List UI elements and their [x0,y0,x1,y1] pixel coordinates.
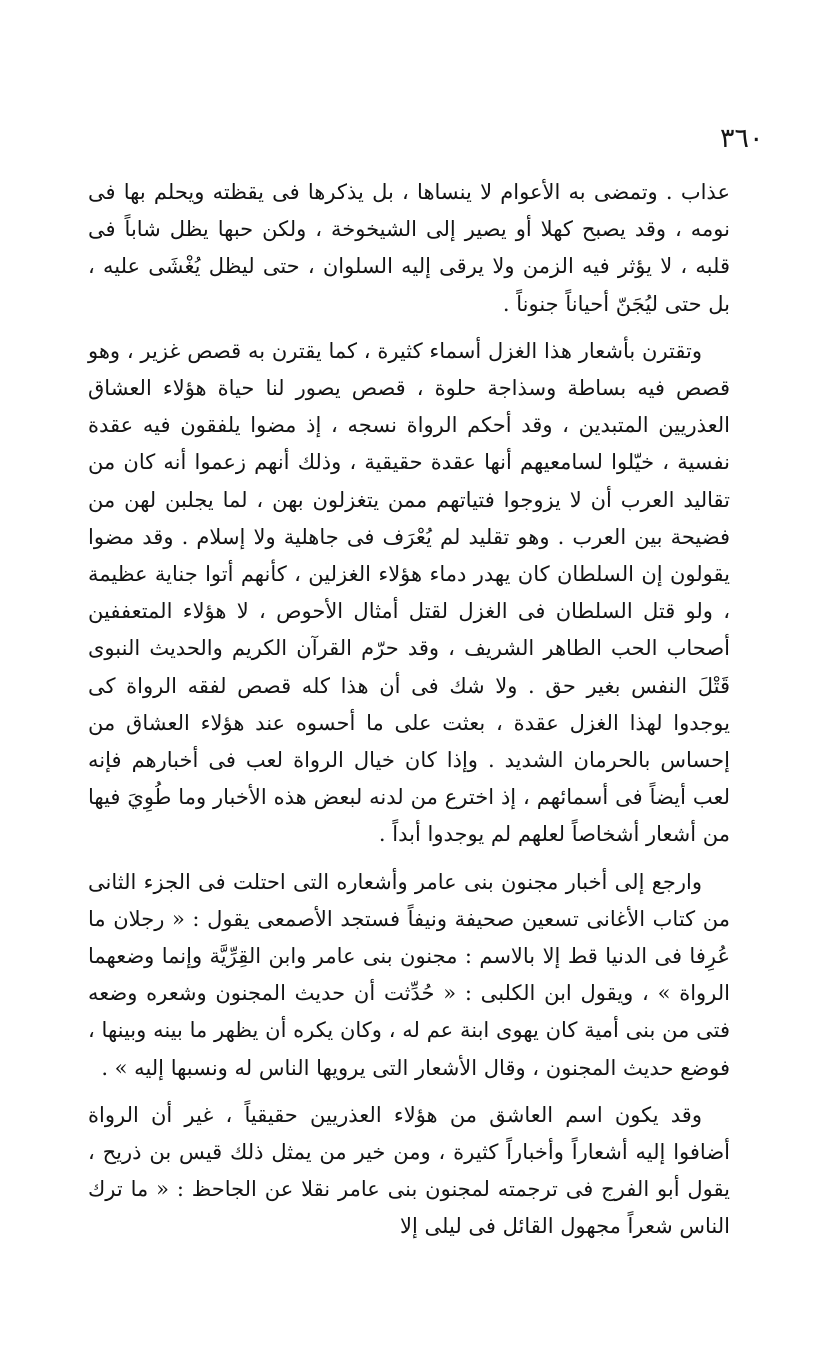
paragraph-1: عذاب . وتمضى به الأعوام لا ينساها ، بل يذكرها فى يقظته ويحلم بها فى نومه ، وقد يصبح كهلا أو يصير إلى الشيخوخة ، ولكن حبها يظل شاباً فى قلبه ، لا يؤثر فيه الزمن ولا يرقى إليه السلوان ، حتى ليظل يُغْشَى عليه ، بل حتى ليُجَنّ أحياناً جنوناً . [88,180,730,316]
paragraph-4: وقد يكون اسم العاشق من هؤلاء العذريين حقيقياً ، غير أن الرواة أضافوا إليه أشعاراً وأخباراً كثيرة ، ومن خير من يمثل ذلك قيس بن ذريح ، يقول أبو الفرج فى ترجمته لمجنون بنى عامر نقلا عن الجاحظ : « ما ترك الناس شعراً مجهول القائل فى ليلى إلا [88,1102,730,1239]
paragraph-2: وتقترن بأشعار هذا الغزل أسماء كثيرة ، كما يقترن به قصص غزير ، وهو قصص فيه بساطة وسذاجة حلوة ، قصص يصور لنا حياة هؤلاء العشاق العذريين المتبدين ، وقد أحكم الرواة نسجه ، إذ مضوا يلفقون فيه عقدة نفسية ، خيّلوا لسامعيهم أنها عقدة حقيقية ، وذلك أنهم زعموا أنه كان من تقاليد العرب أن لا يزوجوا فتياتهم ممن يتغزلون بهن ، لما يجلبن لهن من فضيحة بين العرب . وهو تقليد لم يُعْرَف فى جاهلية ولا إسلام . وقد مضوا يقولون إن السلطان كان يهدر دماء هؤلاء الغزلين ، كأنهم أتوا جناية عظيمة ، ولو قتل السلطان فى الغزل لقتل أمثال الأحوص ، لا هؤلاء المتعففين أصحاب الحب الطاهر الشريف ، وقد حرّم القرآن الكريم والحديث النبوى قَتْلَ النفس بغير حق . ولا شك فى أن هذا كله قصص لفقه الرواة كى يوجدوا لهذا الغزل عقدة ، بعثت على ما أحسوه عند هؤلاء العشاق من إحساس بالحرمان الشديد . وإذا كان خيال الرواة لعب فى أخبارهم فإنه لعب أيضاً فى أسمائهم ، إذ اخترع من لدنه لبعض هذه الأخبار وما طُوِيَ فيها من أشعار أشخاصاً لعلهم لم يوجدوا أبداً . [88,338,730,847]
paragraph-3: وارجع إلى أخبار مجنون بنى عامر وأشعاره التى احتلت فى الجزء الثانى من كتاب الأغانى تسعين صحيفة ونيفاً فستجد الأصمعى يقول : « رجلان ما عُرِفا فى الدنيا قط إلا بالاسم : مجنون بنى عامر وابن القِرِّيَّة وإنما وضعهما الرواة » ، ويقول ابن الكلبى : « حُدِّثت أن حديث المجنون وشعره وضعه فتى من بنى أمية كان يهوى ابنة عم له ، وكان يكره أن يظهر ما بينه وبينها ، فوضع حديث المجنون ، وقال الأشعار التى يرويها الناس له ونسبها إليه » . [88,869,730,1080]
page-number: ٣٦٠ [720,123,764,154]
body-text [88,174,730,1246]
